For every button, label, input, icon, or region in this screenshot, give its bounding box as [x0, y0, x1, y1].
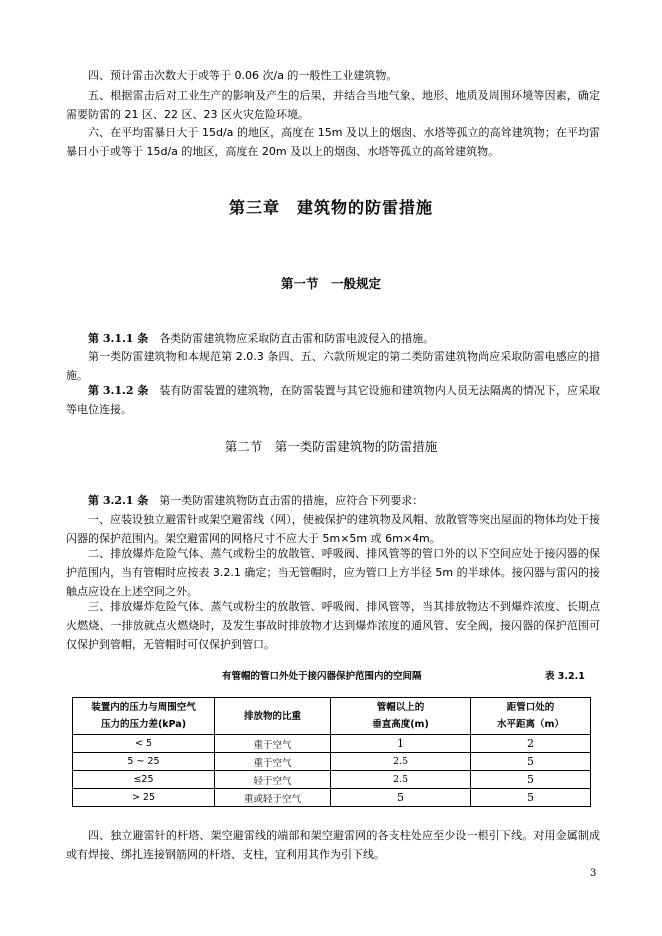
- cell-density: 重或轻于空气: [215, 789, 331, 807]
- cell-density: 重于空气: [215, 753, 331, 771]
- table-row: [73, 771, 591, 789]
- cell-density: 重于空气: [215, 735, 331, 753]
- table-row: [73, 753, 591, 771]
- header-height: 管帽以上的 垂直高度(m): [331, 698, 471, 735]
- article-3-1-1: [66, 329, 600, 348]
- table-caption-number: 表 3.2.1: [545, 671, 585, 682]
- paragraph-item-6: 六、在平均雷暴日大于 15d/a 的地区，高度在 15m 及以上的烟囱、水塔等孤立的高耸建筑物；在平均雷暴日小于或等于 15d/a 的地区，高度在 20m 及以上的烟囱、水塔等孤立的高耸建筑物。: [66, 126, 600, 158]
- article-number: 第 3.1.1 条: [88, 332, 149, 345]
- cell-distance: 5: [471, 789, 591, 807]
- table-header-row: [73, 698, 591, 735]
- table-row: [73, 789, 591, 807]
- cell-height: 2.5: [331, 753, 471, 771]
- header-density: 排放物的比重: [215, 698, 331, 735]
- cell-pressure: > 25: [73, 789, 215, 807]
- header-distance: 距管口处的 水平距离（m）: [471, 698, 591, 735]
- article-number: 第 3.1.2 条: [88, 384, 149, 397]
- cell-density: 轻于空气: [215, 771, 331, 789]
- cell-distance: 5: [471, 753, 591, 771]
- cell-pressure: ≤25: [73, 771, 215, 789]
- section-title-general: 第一节 一般规定: [280, 276, 381, 291]
- article-3-1-1-continuation: 第一类防雷建筑物和本规范第 2.0.3 条四、五、六款所规定的第二类防雷建筑物尚应采取防雷电感应的措施。: [66, 350, 600, 382]
- cell-distance: 5: [471, 771, 591, 789]
- table-caption-title: 有管帽的管口外处于接闪器保护范围内的空间隔: [222, 671, 422, 682]
- list-item-4: 四、独立避雷针的杆塔、架空避雷线的端部和架空避雷网的各支柱处应至少设一根引下线。对用金属制成或有焊接、绑扎连接钢筋网的杆塔、支柱，宜利用其作为引下线。: [66, 829, 600, 861]
- cell-height: 1: [331, 735, 471, 753]
- header-pressure: 装置内的压力与周围空气 压力的压力差(kPa): [73, 698, 215, 735]
- table-row: [73, 735, 591, 753]
- article-3-2-1: [66, 491, 600, 510]
- list-item-1: 一、应装设独立避雷针或架空避雷线（网），使被保护的建筑物及风帽、放散管等突出屋面的物体均处于接闪器的保护范围内。架空避雷网的网格尺寸不应大于 5m×5m 或 6m×4m。: [66, 513, 600, 545]
- cell-distance: 2: [471, 735, 591, 753]
- section-title-class1: 第二节 第一类防雷建筑物的防雷措施: [224, 439, 438, 454]
- paragraph-item-5: 五、根据雷击后对工业生产的影响及产生的后果，并结合当地气象、地形、地质及周围环境等因素，确定需要防雷的 21 区、22 区、23 区火灾危险环境。: [66, 89, 600, 121]
- cell-height: 5: [331, 789, 471, 807]
- chapter-title: 第三章 建筑物的防雷措施: [228, 198, 433, 217]
- cell-height: 2.5: [331, 771, 471, 789]
- list-item-3: 三、排放爆炸危险气体、蒸气或粉尘的放散管、呼吸阀、排风管等，当其排放物达不到爆炸浓度、长期点火燃烧、一排放就点火燃烧时，及发生事故时排放物才达到爆炸浓度的通风管、安全阀，接闪器的保护范围可仅保护到管帽，无管帽时可仅保护到管口。: [66, 600, 600, 651]
- spacing-table: [72, 697, 591, 807]
- cell-pressure: 5 ~ 25: [73, 753, 215, 771]
- cell-pressure: < 5: [73, 735, 215, 753]
- list-item-2: 二、排放爆炸危险气体、蒸气或粉尘的放散管、呼吸阀、排风管等的管口外的以下空间应处于接闪器的保护范围内，当有管帽时应按表 3.2.1 确定；当无管帽时，应为管口上方半径 5m 的半球体。接闪器与雷闪的接触点应设在上述空间之外。: [66, 547, 600, 598]
- article-text: 装有防雷装置的建筑物，在防雷装置与其它设施和建筑物内人员无法隔离的情况下，应采取等电位连接。: [66, 384, 601, 416]
- article-text: 各类防雷建筑物应采取防直击雷和防雷电波侵入的措施。: [148, 332, 435, 345]
- article-text: 第一类防雷建筑物防直击雷的措施，应符合下列要求：: [148, 494, 424, 507]
- page-number: 3: [590, 868, 597, 879]
- article-3-1-2: [66, 381, 600, 419]
- paragraph-item-4: 四、预计雷击次数大于或等于 0.06 次/a 的一般性工业建筑物。: [88, 69, 398, 82]
- article-number: 第 3.2.1 条: [88, 494, 149, 507]
